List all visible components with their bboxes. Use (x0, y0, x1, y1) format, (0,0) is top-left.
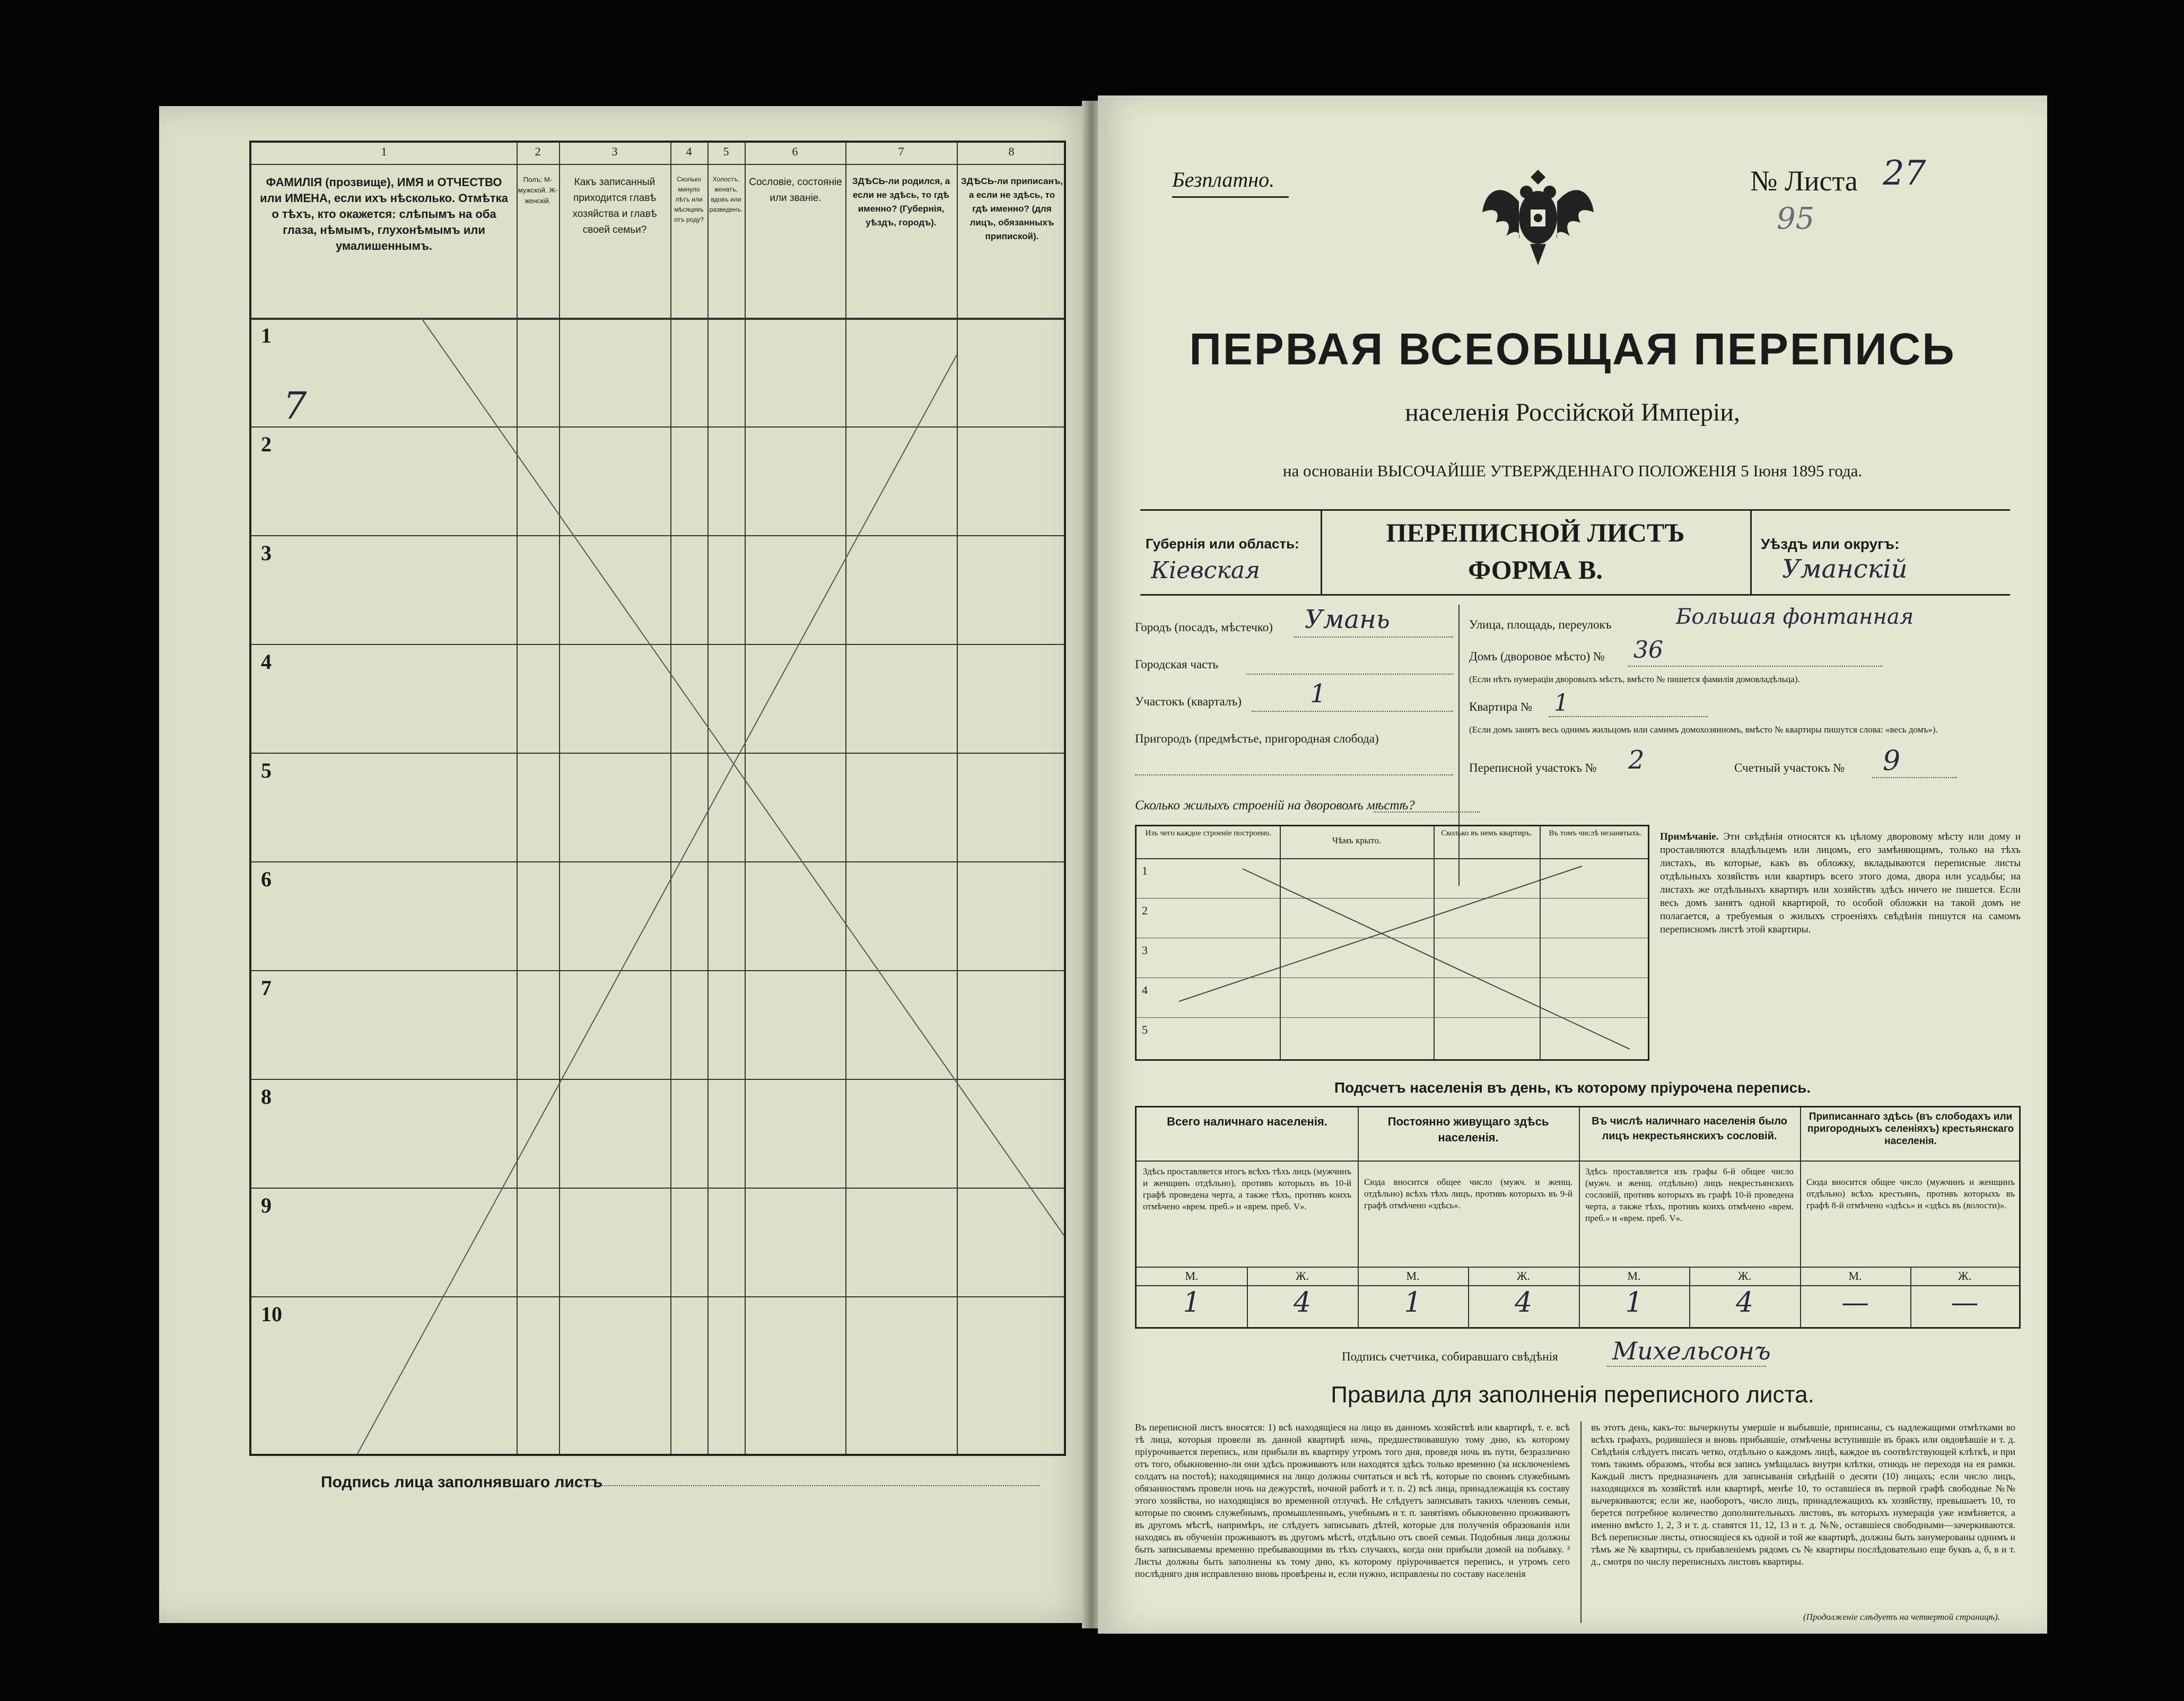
column-header-age: Сколько минуло лѣтъ или мѣсяцевъ отъ роду? (674, 176, 704, 223)
free-underline (1172, 196, 1289, 198)
city-label: Городъ (посадъ, мѣстечко) (1135, 621, 1273, 634)
sheet-number-value: 27 (1883, 154, 1926, 193)
buildings-cross-out (1137, 826, 1648, 1059)
row-number: 8 (261, 1085, 272, 1109)
left-page (159, 106, 1093, 1623)
count-col-title: Въ числѣ наличнаго населенія было лицъ некрестьянскихъ сословій. (1592, 1115, 1787, 1142)
column-header-relation: Какъ записанный приходится главѣ хозяйства и главѣ своей семьи? (572, 177, 657, 235)
male-label: М. (1406, 1269, 1420, 1283)
buildings-row-number: 3 (1142, 944, 1148, 957)
census-district-value: 2 (1628, 745, 1645, 775)
count-male-value: — (1841, 1287, 1869, 1319)
district-line (1252, 711, 1453, 712)
buildings-header: Въ томъ числѣ незанятыхъ. (1549, 829, 1642, 838)
buildings-table (1135, 825, 1649, 1061)
counting-district-value: 9 (1883, 745, 1901, 777)
counting-district-label: Счетный участокъ № (1734, 761, 1845, 774)
note-title: Примѣчаніе. (1660, 831, 1719, 842)
form-title: ПЕРЕПИСНОЙ ЛИСТЪ (1386, 518, 1685, 547)
rules-left-column: Въ переписной листъ вносятся: 1) всѣ находящіеся на лицо въ данномъ хозяйствѣ или квартирѣ, т. е. всѣ тѣ лица, которыя провели въ данной квартирѣ ночь, предшествовавшую тому дню, къ которому пріурочивается перепись, или прибыли въ квартиру утромъ того дня, проведя ночь въ пути, безразлично отъ того, обыкновенно-ли они здѣсь проживаютъ или находятся здѣсь только временно (за исключеніемъ солдатъ на постоѣ); находящимися на лицо должны считаться и всѣ тѣ, которые по своимъ служебнымъ обязанностямъ провели ночь на дежурствѣ, ночной работѣ и т. п. 2) всѣ лица, принадлежащія къ составу этого хозяйства, но находящіяся во временной отлучкѣ. Не слѣдуетъ записывать такихъ членовъ семьи, которые по своимъ служебнымъ, промышленнымъ, учебнымъ и т. п. занятіямъ обыкновенно проживаютъ въ другомъ мѣстѣ, напримѣръ, не слѣдуетъ записывать дѣтей, которые для полученія образованія или находясь въ обученіи проживаютъ въ другомъ мѣстѣ, отдѣльно отъ своей семьи. Подобныя лица должны быть записываемы временно пребывающими въ тѣхъ случаяхъ, когда они прибыли домой на побывку. ³ Листы должны быть заполнены къ тому дню, къ которому пріурочивается перепись, и утромъ сего послѣдняго дня исправленно вновь провѣрены и, если нужно, исправлены по составу населенія (1135, 1422, 1570, 1579)
male-label: М. (1848, 1269, 1862, 1283)
suburb-label: Пригородъ (предмѣстье, пригородная слобода) (1135, 732, 1379, 745)
right-page (1098, 95, 2047, 1634)
count-col-desc: Сюда вносится общее число (мужчинъ и женщинъ отдѣльно) всѣхъ крестьянъ, противъ которыхъ въ графѣ 8-й отмѣчено «здѣсь» и «здѣсь въ (волости)». (1806, 1177, 2015, 1210)
suburb-line (1135, 774, 1453, 775)
row-number: 7 (261, 976, 272, 1000)
guberniya-value: Кіевская (1151, 557, 1261, 584)
sheet-number-value-2: 95 (1777, 202, 1815, 236)
buildings-row-number: 4 (1142, 983, 1148, 997)
buildings-row-number: 2 (1142, 904, 1148, 917)
column-number: 4 (686, 145, 692, 158)
count-title: Подсчетъ населенія въ день, къ которому пріурочена перепись. (1334, 1079, 1811, 1096)
counting-district-line (1872, 777, 1957, 778)
buildings-header: Изъ чего каждое строеніе построено. (1145, 829, 1271, 838)
column-header-registration: ЗДѢСЬ-ли приписанъ, а если не здѣсь, то гдѣ именно? (для лицъ, обязанныхъ припиской). (961, 176, 1063, 241)
count-col-desc: Здѣсь проставляется изъ графы 6-й общее число (мужч. и женщ. отдѣльно) лицъ некрестьянскихъ сословій, противъ которыхъ въ графѣ 10-й проведена черта, а также тѣхъ, противъ коихъ отмѣчено «врем. преб.» и «врем. преб. V». (1585, 1166, 1794, 1223)
column-number: 3 (611, 145, 618, 158)
column-number: 7 (898, 145, 904, 158)
column-header-name: ФАМИЛІЯ (прозвище), ИМЯ и ОТЧЕСТВО или ИМЕНА, если ихъ нѣсколько. Отмѣтка о тѣхъ, кто окажется: слѣпымъ на оба глаза, нѣмымъ, глухонѣмымъ или умалишеннымъ. (260, 176, 508, 252)
counter-signature-label: Подпись счетчика, собиравшаго свѣдѣнія (1342, 1350, 1558, 1363)
uezd-label: Уѣздъ или округъ: (1761, 536, 1900, 552)
house-line (1628, 666, 1883, 667)
count-col-title: Всего наличнаго населенія. (1167, 1115, 1327, 1128)
page-title: ПЕРВАЯ ВСЕОБЩАЯ ПЕРЕПИСЬ (1189, 324, 1956, 374)
rules-title: Правила для заполненія переписного листа. (1331, 1382, 1814, 1408)
row-number: 5 (261, 758, 272, 782)
note-text: Эти свѣдѣнія относятся къ цѣлому дворовому мѣсту или дому и проставляются владѣльцемъ или лицомъ, его замѣняющимъ, только на тѣхъ листахъ, въ которые, какъ въ обложку, вкладываются переписные листы отдѣльныхъ хозяйствъ или квартиръ всего этого дома, двора или усадьбы; на листахъ же отдѣльныхъ квартиръ или хозяйствъ здѣсь ничего не пишется. Если весь домъ занятъ одной квартирой, то особой обложки на такой домъ не полагается, а требуемыя о жилыхъ строеніяхъ свѣдѣнія пишутся на самомъ переписномъ листѣ этой квартиры. (1660, 831, 2021, 935)
buildings-header: Чѣмъ крыто. (1332, 835, 1382, 845)
imperial-eagle-icon (1480, 159, 1596, 271)
band-divider (1750, 509, 1752, 594)
house-note: (Если нѣтъ нумераціи дворовыхъ мѣстъ, вмѣсто № пишется фамилія домовладѣльца). (1469, 674, 1800, 684)
female-label: Ж. (1295, 1269, 1309, 1283)
row-number: 1 (261, 324, 272, 347)
column-header-marital: Холостъ, женатъ, вдовъ или разведенъ. (709, 176, 743, 213)
uezd-value: Уманскій (1782, 554, 1908, 584)
signature-line (562, 1485, 1039, 1486)
column-number: 5 (723, 145, 729, 158)
house-label: Домъ (дворовое мѣсто) № (1469, 650, 1605, 663)
column-number: 1 (381, 145, 387, 158)
buildings-row-number: 5 (1142, 1023, 1148, 1036)
page-subtitle: населенія Россійской Имперіи, (1405, 398, 1740, 426)
count-line (1137, 1161, 2019, 1162)
cross-out-lines (251, 143, 1064, 1454)
continued-note: (Продолженіе слѣдуетъ на четвертой страницѣ). (1803, 1612, 2000, 1622)
count-col-desc: Здѣсь проставляется итогъ всѣхъ тѣхъ лицъ (мужчинъ и женщинъ отдѣльно), противъ которыхъ въ 10-й графѣ проведена черта, а также тѣхъ, противъ коихъ отмѣчено «врем. преб.» и «врем. преб. V». (1143, 1166, 1351, 1211)
row-number: 2 (261, 432, 272, 456)
row-number: 3 (261, 541, 272, 565)
district-value: 1 (1310, 679, 1326, 709)
female-label: Ж. (1958, 1269, 1972, 1283)
signature-label: Подпись лица заполнявшаго листъ (321, 1473, 603, 1491)
apartment-note: (Если домъ занятъ весь однимъ жильцомъ или самимъ домохозяиномъ, вмѣсто № квартиры пишутся слова: «весь домъ»). (1469, 725, 1938, 735)
row-number: 4 (261, 650, 272, 674)
column-header-sex: Полъ: М-мужской. Ж-женскій. (518, 176, 558, 205)
female-label: Ж. (1737, 1269, 1752, 1283)
city-part-label: Городская часть (1135, 658, 1218, 671)
street-label: Улица, площадь, переулокъ (1469, 618, 1612, 631)
row-number: 6 (261, 867, 272, 891)
sheet-number-label: № Листа (1750, 165, 1858, 197)
house-value: 36 (1633, 636, 1663, 664)
column-number: 8 (1008, 145, 1015, 158)
count-line (1137, 1285, 2019, 1286)
count-table (1135, 1106, 2021, 1329)
rules-right-column: въ этотъ день, какъ-то: вычеркнуты умершіе и выбывшіе, приписаны, съ надлежащими отмѣтками во всѣхъ графахъ, родившіеся и вновь прибывшіе, отмѣчены вступившіе въ бракъ или овдовѣвшіе и т. д. Свѣдѣнія слѣдуетъ писать четко, отдѣльно о каждомъ лицѣ, каждое въ соотвѣтствующей клѣткѣ, и при томъ такимъ образомъ, чтобы вся запись умѣщалась внутри клѣтки, отнюдь не переходя на ея рамки. Каждый листъ предназначенъ для записыванія свѣдѣній о десяти (10) лицахъ; если число лицъ, находящихся въ хозяйствѣ или квартирѣ, менѣе 10, то оставшіеся въ первой графѣ свободные №№ вычеркиваются; если же, наоборотъ, число лицъ, принадлежащихъ къ хозяйству, превышаетъ 10, то берется потребное количество дополнительныхъ листовъ, въ которыхъ нумерація уже измѣняется, а именно вмѣсто 1, 2, 3 и т. д. ставятся 11, 12, 13 и т. д. №№, оставшіеся свободными—зачеркиваются. Всѣ переписные листы, относящіеся къ одной и той же квартирѣ, должны быть занумерованы однимъ и тѣмъ же № квартиры, съ прибавленіемъ рядомъ съ № квартиры послѣдовательно еще буквъ а, б, в и т. д., смотря по числу переписныхъ листовъ квартиры. (1591, 1422, 2016, 1567)
count-female-value: 4 (1293, 1287, 1312, 1319)
count-col-desc: Сюда вносится общее число (мужч. и женщ. отдѣльно) всѣхъ тѣхъ лицъ, противъ которыхъ въ 9-й графѣ отмѣчено «здѣсь». (1364, 1177, 1573, 1210)
form-letter: ФОРМА В. (1468, 555, 1603, 585)
buildings-note (1660, 830, 2021, 936)
count-female-value: — (1951, 1287, 1979, 1319)
census-district-label: Переписной участокъ № (1469, 761, 1597, 774)
column-header-estate: Сословіе, состояніе или званіе. (749, 177, 842, 204)
city-line (1294, 636, 1453, 638)
band-bottom-line (1140, 594, 2010, 596)
handwritten-mark: 7 (283, 384, 307, 428)
free-label: Безплатно. (1172, 168, 1275, 191)
column-header-birthplace: ЗДѢСЬ-ли родился, а если не здѣсь, то гдѣ именно? (Губернія, уѣздъ, городъ). (852, 176, 950, 228)
row-number: 9 (261, 1193, 272, 1217)
count-col-title: Постоянно живущаго здѣсь населенія. (1387, 1115, 1549, 1144)
count-male-value: 1 (1404, 1287, 1422, 1319)
count-female-value: 4 (1514, 1287, 1533, 1319)
rules-divider (1580, 1421, 1582, 1623)
census-table (249, 141, 1066, 1456)
buildings-header: Сколько въ немъ квартиръ. (1441, 829, 1532, 838)
count-male-value: 1 (1625, 1287, 1643, 1319)
band-top-line (1140, 509, 2010, 511)
count-line (1137, 1267, 2019, 1268)
basis-text: на основаніи ВЫСОЧАЙШЕ УТВЕРЖДЕННАГО ПОЛОЖЕНІЯ 5 Іюня 1895 года. (1282, 461, 1863, 480)
buildings-answer-line (1374, 812, 1480, 813)
apartment-label: Квартира № (1469, 700, 1533, 713)
counter-signature-value: Михельсонъ (1612, 1337, 1771, 1365)
count-male-value: 1 (1183, 1287, 1201, 1319)
city-value: Умань (1305, 605, 1390, 634)
male-label: М. (1627, 1269, 1641, 1283)
street-value: Большая фонтанная (1676, 605, 1914, 629)
buildings-question: Сколько жилыхъ строеній на дворовомъ мѣстѣ? (1135, 798, 1415, 813)
buildings-row-number: 1 (1142, 864, 1148, 877)
apartment-value: 1 (1554, 690, 1569, 717)
guberniya-label: Губернія или область: (1146, 536, 1299, 552)
city-part-line (1246, 674, 1453, 675)
column-number: 6 (792, 145, 798, 158)
apartment-line (1549, 716, 1708, 717)
column-number: 2 (535, 145, 541, 158)
count-female-value: 4 (1735, 1287, 1754, 1319)
row-number: 10 (261, 1302, 282, 1326)
male-label: М. (1185, 1269, 1199, 1283)
district-label: Участокъ (кварталъ) (1135, 695, 1242, 708)
counter-signature-line (1607, 1366, 1766, 1367)
female-label: Ж. (1516, 1269, 1531, 1283)
count-col-title: Приписаннаго здѣсь (въ слободахъ или пригородныхъ селеніяхъ) крестьянскаго населенія. (1807, 1111, 2014, 1147)
